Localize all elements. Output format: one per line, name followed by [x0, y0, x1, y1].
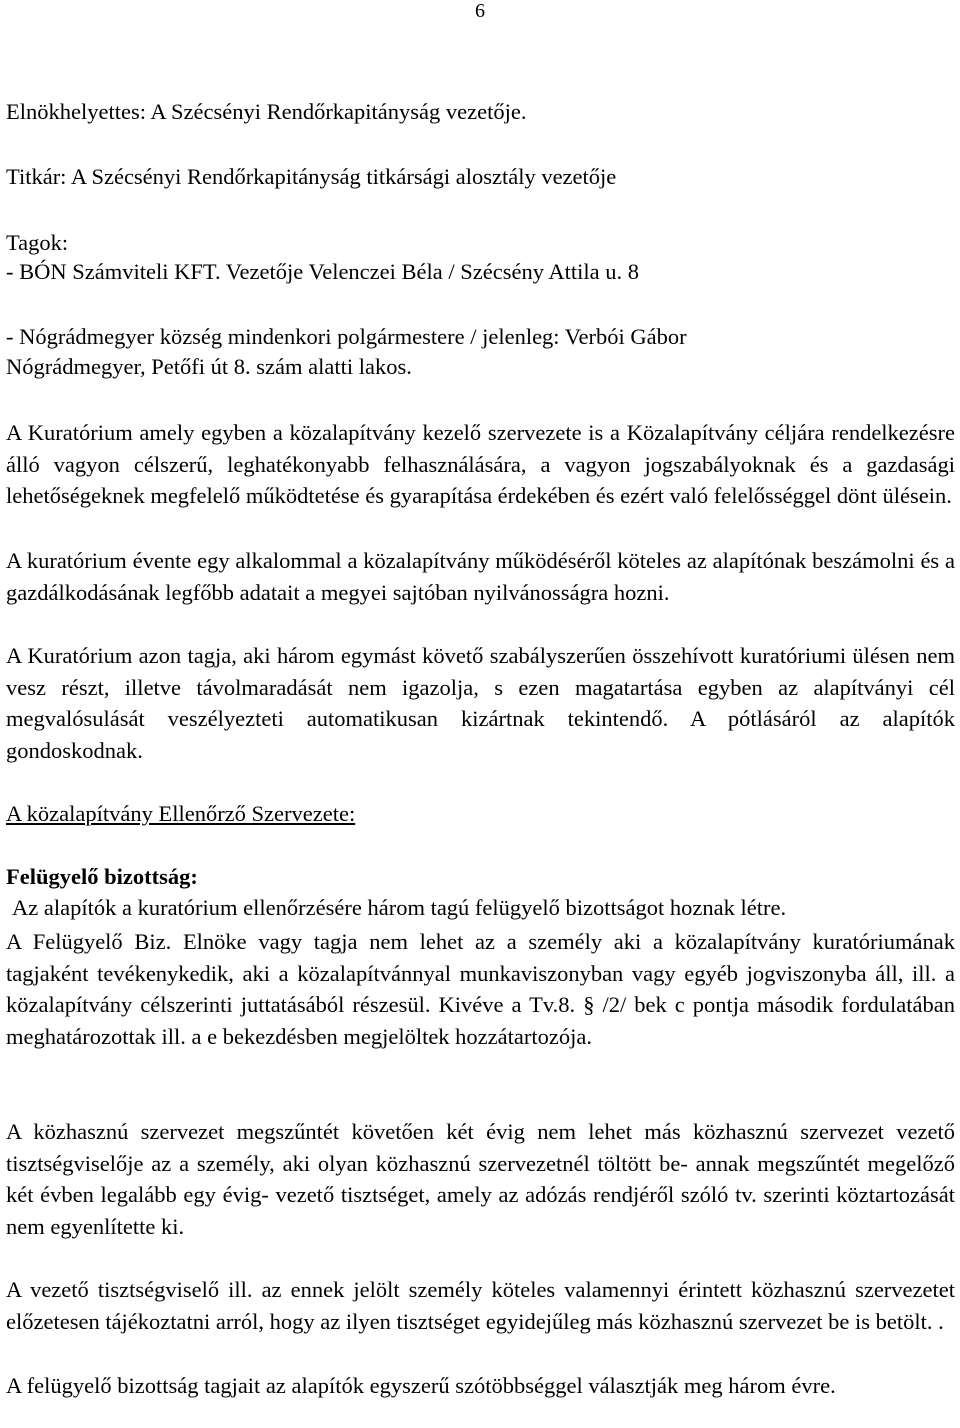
final-paragraph: A felügyelő bizottság tagjait az alapítók egyszerű szótöbbséggel választják meg három évre.	[6, 1373, 836, 1398]
member-item-continuation: Nógrádmegyer, Petőfi út 8. szám alatti lakos.	[6, 354, 412, 379]
secretary-line: Titkár: A Szécsényi Rendőrkapitányság titkársági alosztály vezetője	[6, 164, 617, 189]
vice-chair-line: Elnökhelyettes: A Szécsényi Rendőrkapitányság vezetője.	[6, 99, 527, 124]
section-heading: A közalapítvány Ellenőrző Szervezete:	[6, 801, 356, 826]
member-item: - Nógrádmegyer község mindenkori polgármestere / jelenleg: Verbói Gábor	[6, 324, 687, 349]
kuratorium-paragraph-3: A Kuratórium azon tagja, aki három egymást követő szabályszerűen összehívott kuratóriumi ülésen nem vesz részt, illetve távolmaradását nem igazolja, s ezen magatartása egyben az alapítványi cél megvalósulását veszélyezteti automatikusan kizártnak tekintendő. A pótlásáról az alapítók gondoskodnak.	[6, 643, 955, 763]
page-number: 6	[475, 0, 485, 22]
vezeto-paragraph: A vezető tisztségviselő ill. az ennek jelölt személy köteles valamennyi érintett közhasznú szervezetet előzetesen tájékoztatni arról, hogy az ilyen tisztséget egyidejűleg más közhasznú szervezet be is betölt. .	[6, 1277, 955, 1334]
kozhasznu-paragraph: A közhasznú szervezet megszűntét követően két évig nem lehet más közhasznú szervezet vezető tisztségviselője az a személy, aki olyan közhasznú szervezetnél töltött be- annak megszűntét megelőző két évben legalább egy évig- vezető tisztséget, amely az adózás rendjéről szóló tv. szerinti köztartozását nem egyenlítette ki.	[6, 1119, 955, 1239]
members-label: Tagok:	[6, 230, 69, 255]
felugyelo-paragraph: A Felügyelő Biz. Elnöke vagy tagja nem lehet az a személy aki a közalapítvány kuratóriumának tagjaként tevékenykedik, aki a közalapítvánnyal munkaviszonyban vagy egyéb jogviszonyba áll, ill. a közalapítvány célszerinti juttatásából részesül. Kivéve a Tv.8. § /2/ bek c pontja második fordulatában meghatározottak ill. a e bekezdésben megjelöltek hozzátartozója.	[6, 929, 955, 1049]
kuratorium-paragraph-1: A Kuratórium amely egyben a közalapítvány kezelő szervezete is a Közalapítvány céljára rendelkezésre álló vagyon célszerű, leghatékonyabb felhasználására, a vagyon jogszabályoknak és a gazdasági lehetőségeknek megfelelő működtetése és gyarapítása érdekében és ezért való felelősséggel dönt ülésein.	[6, 420, 955, 508]
kuratorium-paragraph-2: A kuratórium évente egy alkalommal a közalapítvány működéséről köteles az alapítónak beszámolni és a gazdálkodásának legfőbb adatait a megyei sajtóban nyilvánosságra hozni.	[6, 548, 955, 605]
felugyelo-intro: Az alapítók a kuratórium ellenőrzésére három tagú felügyelő bizottságot hoznak létre.	[12, 895, 787, 920]
member-item: - BÓN Számviteli KFT. Vezetője Velenczei Béla / Szécsény Attila u. 8	[6, 259, 639, 284]
subheading: Felügyelő bizottság:	[6, 864, 198, 889]
